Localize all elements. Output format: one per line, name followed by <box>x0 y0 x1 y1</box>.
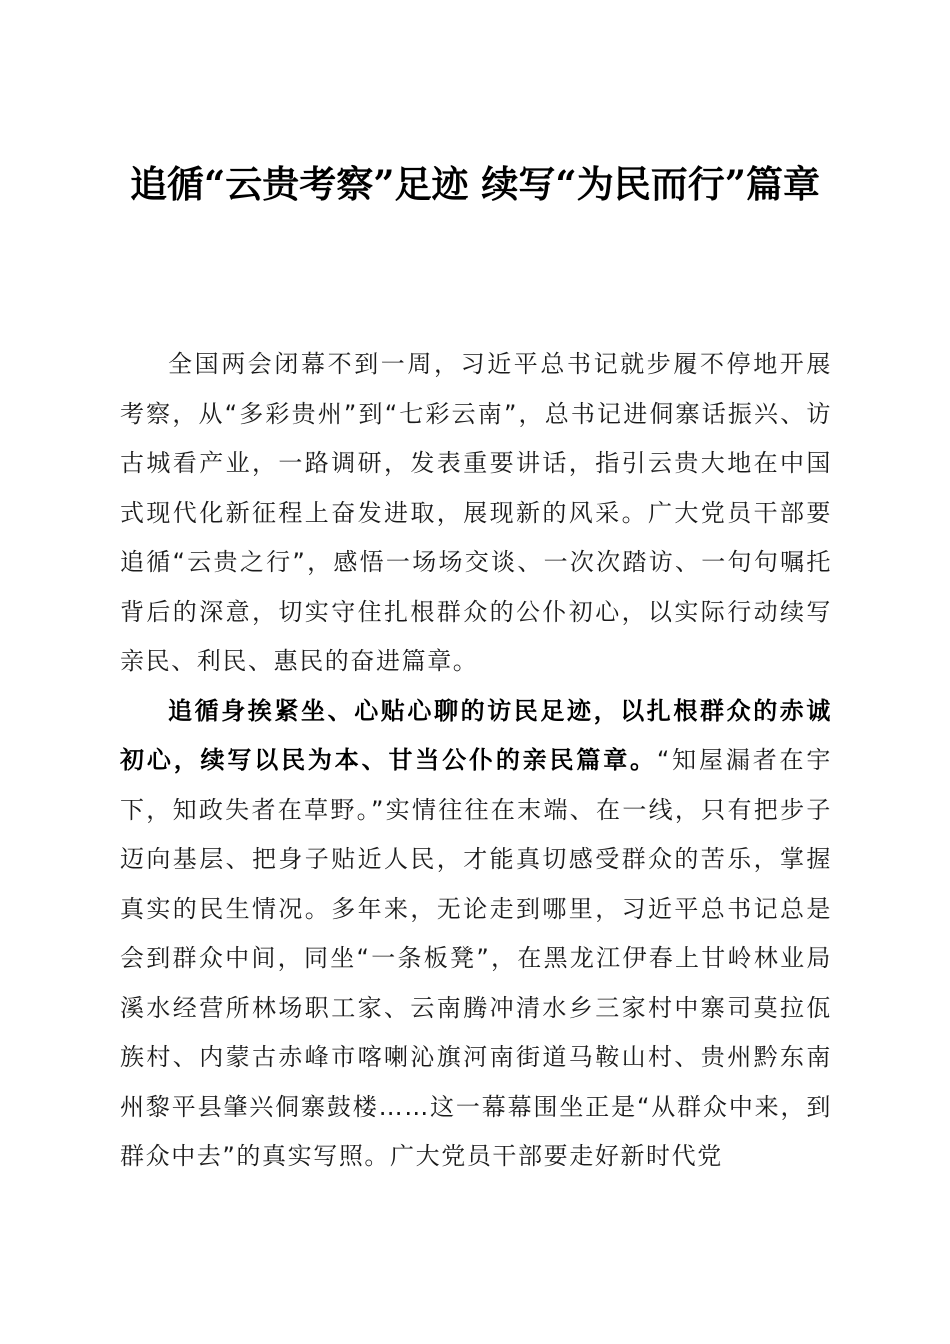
document-body <box>120 340 832 1182</box>
document-title: 追循“云贵考察”足迹 续写“为民而行”篇章 <box>129 162 820 206</box>
paragraph-section-one-heading: 追循身挨紧坐、心贴心聊的访民足迹，以扎根群众的赤诚初心，续写以民为本、甘当公仆的亲民篇章。 <box>120 696 832 774</box>
paragraph-section-one-text: “知屋漏者在宇下，知政失者在草野。”实情往往在末端、在一线，只有把步子迈向基层、把身子贴近人民，才能真切感受群众的苦乐，掌握真实的民生情况。多年来，无论走到哪里，习近平总书记总是会到群众中间，同坐“一条板凳”，在黑龙江伊春上甘岭林业局溪水经营所林场职工家、云南腾冲清水乡三家村中寨司莫拉佤族村、内蒙古赤峰市喀喇沁旗河南街道马鞍山村、贵州黔东南州黎平县肇兴侗寨鼓楼……这一幕幕围坐正是“从群众中来，到群众中去”的真实写照。广大党员干部要走好新时代党 <box>120 746 832 1170</box>
paragraph-intro <box>120 340 832 687</box>
paragraph-intro-text: 全国两会闭幕不到一周，习近平总书记就步履不停地开展考察，从“多彩贵州”到“七彩云南”，总书记进侗寨话振兴、访古城看产业，一路调研，发表重要讲话，指引云贵大地在中国式现代化新征程上奋发进取，展现新的风采。广大党员干部要追循“云贵之行”，感悟一场场交谈、一次次踏访、一句句嘱托背后的深意，切实守住扎根群众的公仆初心，以实际行动续写亲民、利民、惠民的奋进篇章。 <box>120 350 832 675</box>
paragraph-section-one <box>120 687 832 1182</box>
